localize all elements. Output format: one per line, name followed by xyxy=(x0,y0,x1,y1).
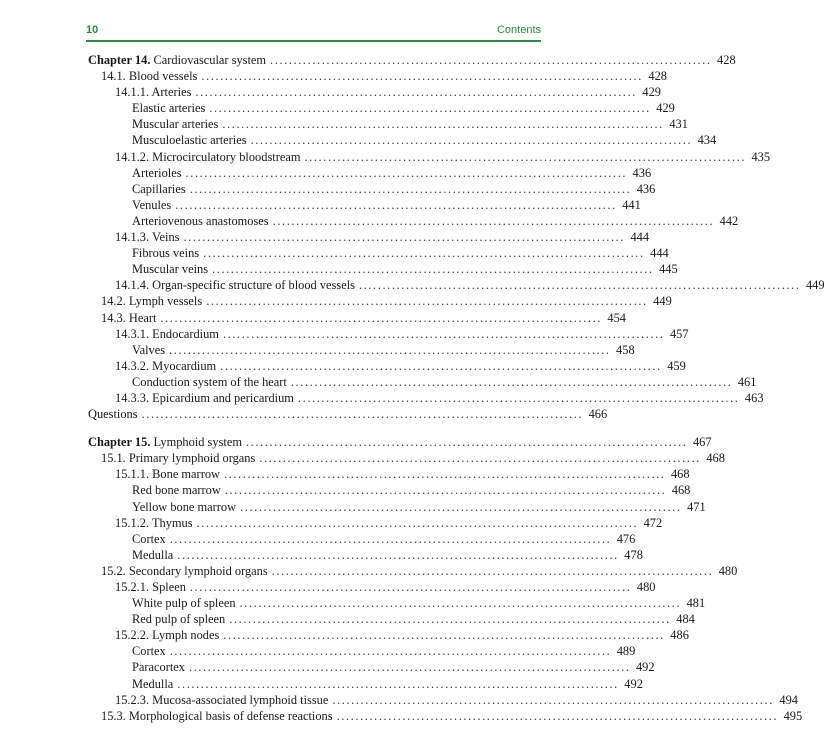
page-ref: 436 xyxy=(632,165,652,180)
entry-title: 15.3. Morphological basis of defense reactions xyxy=(101,708,333,723)
toc-entry[interactable] xyxy=(88,326,689,342)
page-ref: 472 xyxy=(643,515,663,530)
dot-leader: .............................................................................................. xyxy=(175,197,617,212)
entry-title: Arterioles xyxy=(132,165,182,180)
page-ref: 429 xyxy=(642,85,661,100)
page-ref: 459 xyxy=(667,358,686,373)
chapter-title: Cardiovascular system xyxy=(150,53,267,67)
entry-title: 15.1. Primary lymphoid organs xyxy=(101,451,256,466)
entry-title: Elastic arteries xyxy=(132,101,206,116)
dot-leader: .............................................................................................. xyxy=(271,563,714,578)
toc-entry[interactable] xyxy=(88,482,691,498)
toc-entry[interactable] xyxy=(88,692,798,708)
entry-title: 14.3.2. Myocardium xyxy=(115,358,217,373)
page-ref: 449 xyxy=(653,294,672,309)
page-ref: 484 xyxy=(676,612,695,627)
chapter-label: Chapter 14. xyxy=(88,53,151,67)
page-ref: 494 xyxy=(779,692,798,707)
page-ref: 471 xyxy=(687,499,706,514)
entry-title: 15.1.2. Thymus xyxy=(115,515,193,530)
page-ref: 476 xyxy=(616,531,636,546)
dot-leader: .............................................................................................. xyxy=(195,85,637,100)
page-ref: 480 xyxy=(636,580,656,594)
page-ref: 466 xyxy=(588,407,608,422)
entry-title: 14.1.3. Veins xyxy=(115,230,180,245)
toc-entry[interactable] xyxy=(88,547,643,563)
dot-leader: .............................................................................................. xyxy=(189,181,632,196)
entry-title: Muscular veins xyxy=(132,262,209,277)
dot-leader: .............................................................................................. xyxy=(169,342,611,357)
page-ref: 445 xyxy=(659,262,678,277)
entry-title: Questions xyxy=(88,407,138,422)
dot-leader: .............................................................................................. xyxy=(224,483,667,498)
toc-entry[interactable] xyxy=(88,293,672,309)
page-header xyxy=(86,24,541,38)
dot-leader: .............................................................................................. xyxy=(222,326,665,341)
dot-leader: .............................................................................................. xyxy=(290,374,733,389)
entry-title: Red pulp of spleen xyxy=(132,612,226,627)
entry-title: 15.1.1. Bone marrow xyxy=(115,467,220,482)
page-ref: 442 xyxy=(719,213,739,228)
dot-leader: .............................................................................................. xyxy=(222,117,664,132)
toc-entry[interactable] xyxy=(88,611,695,627)
toc-entry[interactable] xyxy=(88,643,636,659)
toc-entry[interactable] xyxy=(88,676,643,692)
dot-leader: .............................................................................................. xyxy=(206,294,648,309)
entry-title: Venules xyxy=(132,197,172,212)
dot-leader: .............................................................................................. xyxy=(239,596,682,611)
toc-entry[interactable] xyxy=(88,499,706,515)
toc-entry[interactable] xyxy=(88,68,667,84)
toc-entry[interactable] xyxy=(88,165,652,181)
page-ref: 435 xyxy=(751,149,771,164)
entry-title: Conduction system of the heart xyxy=(132,374,287,389)
dot-leader: .............................................................................................. xyxy=(332,692,774,707)
dot-leader: .............................................................................................. xyxy=(223,467,666,482)
toc-entry[interactable] xyxy=(88,390,764,406)
page-ref: 463 xyxy=(744,390,764,405)
page-ref: 461 xyxy=(737,374,757,389)
toc-entry[interactable] xyxy=(88,466,690,482)
toc-entry[interactable] xyxy=(88,627,689,643)
dot-leader: .............................................................................................. xyxy=(259,451,701,466)
dot-leader: .............................................................................................. xyxy=(160,310,602,325)
toc-entry[interactable] xyxy=(88,84,661,100)
entry-title: Yellow bone marrow xyxy=(132,499,237,514)
table-of-contents xyxy=(88,52,825,724)
dot-leader: .............................................................................................. xyxy=(203,246,645,261)
dot-leader: .............................................................................................. xyxy=(141,407,584,422)
toc-entry[interactable] xyxy=(88,563,738,579)
page-ref: 486 xyxy=(670,628,689,643)
dot-leader: .............................................................................................. xyxy=(169,644,612,659)
entry-title: 14.3.3. Epicardium and pericardium xyxy=(115,390,294,405)
dot-leader: .............................................................................................. xyxy=(245,435,688,450)
toc-entry[interactable] xyxy=(88,358,686,374)
page-ref: 468 xyxy=(670,467,690,482)
entry-title: 15.2.3. Mucosa-associated lymphoid tissue xyxy=(115,692,329,707)
toc-entry[interactable] xyxy=(88,374,757,390)
page-ref: 449 xyxy=(805,278,825,293)
dot-leader: .............................................................................................. xyxy=(220,358,662,373)
page-ref: 434 xyxy=(697,133,717,148)
page-ref: 468 xyxy=(671,483,691,498)
chapter-label: Chapter 15. xyxy=(88,435,151,450)
dot-leader: .............................................................................................. xyxy=(177,547,619,562)
chapter-title: Lymphoid system xyxy=(150,435,242,450)
dot-leader: .............................................................................................. xyxy=(297,390,740,405)
entry-title: Fibrous veins xyxy=(132,246,200,261)
toc-entry[interactable] xyxy=(88,659,655,675)
toc-entry[interactable] xyxy=(88,450,725,466)
dot-leader: .............................................................................................. xyxy=(177,676,619,691)
dot-leader: .............................................................................................. xyxy=(196,515,639,530)
page-number: 10 xyxy=(86,24,99,36)
toc-entry[interactable] xyxy=(88,132,717,148)
dot-leader: .............................................................................................. xyxy=(229,612,671,627)
toc-entry[interactable] xyxy=(88,531,636,547)
toc-chapter-15[interactable] xyxy=(88,434,712,450)
dot-leader: .............................................................................................. xyxy=(169,531,612,546)
entry-title: 14.3.1. Endocardium xyxy=(115,326,219,341)
dot-leader: .............................................................................................. xyxy=(304,149,747,164)
page-ref: 478 xyxy=(624,547,643,562)
toc-entry[interactable] xyxy=(88,229,650,245)
entry-title: Medulla xyxy=(132,676,174,691)
entry-title: 14.2. Lymph vessels xyxy=(101,294,203,309)
dot-leader: .............................................................................................. xyxy=(358,278,801,293)
dot-leader: .............................................................................................. xyxy=(189,580,632,594)
dot-leader: .............................................................................................. xyxy=(201,69,643,84)
dot-leader: .............................................................................................. xyxy=(336,708,779,723)
entry-title: Cortex xyxy=(132,644,166,659)
entry-title: Muscular arteries xyxy=(132,117,219,132)
toc-entry[interactable] xyxy=(88,406,608,422)
page-ref: 481 xyxy=(686,596,706,611)
page-ref: 444 xyxy=(650,246,669,261)
page-ref: 467 xyxy=(692,435,712,450)
page-ref: 428 xyxy=(717,53,736,67)
dot-leader: .............................................................................................. xyxy=(212,262,654,277)
entry-title: Paracortex xyxy=(132,660,185,675)
page-ref: 454 xyxy=(607,310,626,325)
toc-entry[interactable] xyxy=(88,197,641,213)
dot-leader: .............................................................................................. xyxy=(183,230,626,245)
page-ref: 468 xyxy=(706,451,725,466)
toc-entry[interactable] xyxy=(88,708,803,724)
toc-entry[interactable] xyxy=(88,181,656,197)
dot-leader: .............................................................................................. xyxy=(188,660,631,675)
running-section-title: Contents xyxy=(496,24,541,36)
dot-leader: .............................................................................................. xyxy=(240,499,682,514)
entry-title: Cortex xyxy=(132,531,166,546)
toc-entry[interactable] xyxy=(88,579,656,595)
entry-title: Valves xyxy=(132,342,166,357)
page-ref: 489 xyxy=(616,644,636,659)
header-rule xyxy=(86,40,541,42)
entry-title: Medulla xyxy=(132,547,174,562)
entry-title: 15.2.1. Spleen xyxy=(115,580,186,594)
toc-entry[interactable] xyxy=(88,245,669,261)
toc-chapter-14[interactable] xyxy=(88,52,736,68)
toc-entry[interactable] xyxy=(88,213,739,229)
page-ref: 444 xyxy=(630,230,650,245)
dot-leader: .............................................................................................. xyxy=(270,53,712,67)
page-ref: 436 xyxy=(636,181,656,196)
toc-entry[interactable] xyxy=(88,116,688,132)
dot-leader: .............................................................................................. xyxy=(223,628,665,643)
toc-entry[interactable] xyxy=(88,261,678,277)
page-ref: 431 xyxy=(669,117,688,132)
entry-title: Musculoelastic arteries xyxy=(132,133,247,148)
entry-title: 14.1.4. Organ-specific structure of blood vessels xyxy=(115,278,355,293)
entry-title: 14.3. Heart xyxy=(101,310,157,325)
entry-title: White pulp of spleen xyxy=(132,596,236,611)
toc-entry[interactable] xyxy=(88,149,771,165)
toc-entry[interactable] xyxy=(88,277,825,293)
dot-leader: .............................................................................................. xyxy=(250,133,693,148)
page-ref: 441 xyxy=(622,197,641,212)
toc-entry[interactable] xyxy=(88,342,635,358)
entry-title: 14.1.2. Microcirculatory bloodstream xyxy=(115,149,301,164)
dot-leader: .............................................................................................. xyxy=(272,213,715,228)
toc-entry[interactable] xyxy=(88,515,663,531)
page-ref: 495 xyxy=(783,708,803,723)
page-ref: 492 xyxy=(624,676,643,691)
entry-title: Red bone marrow xyxy=(132,483,221,498)
entry-title: 15.2.2. Lymph nodes xyxy=(115,628,220,643)
entry-title: Arteriovenous anastomoses xyxy=(132,213,269,228)
page-ref: 458 xyxy=(616,342,635,357)
toc-entry[interactable] xyxy=(88,100,675,116)
entry-title: 14.1. Blood vessels xyxy=(101,69,198,84)
entry-title: 14.1.1. Arteries xyxy=(115,85,192,100)
page-ref: 429 xyxy=(656,101,675,116)
page-ref: 492 xyxy=(635,660,655,675)
entry-title: Capillaries xyxy=(132,181,186,196)
entry-title: 15.2. Secondary lymphoid organs xyxy=(101,563,268,578)
page-ref: 457 xyxy=(669,326,689,341)
page-ref: 428 xyxy=(648,69,667,84)
dot-leader: .............................................................................................. xyxy=(209,101,651,116)
page-ref: 480 xyxy=(718,563,738,578)
toc-entry[interactable] xyxy=(88,310,626,326)
dot-leader: .............................................................................................. xyxy=(185,165,628,180)
toc-entry[interactable] xyxy=(88,595,706,611)
